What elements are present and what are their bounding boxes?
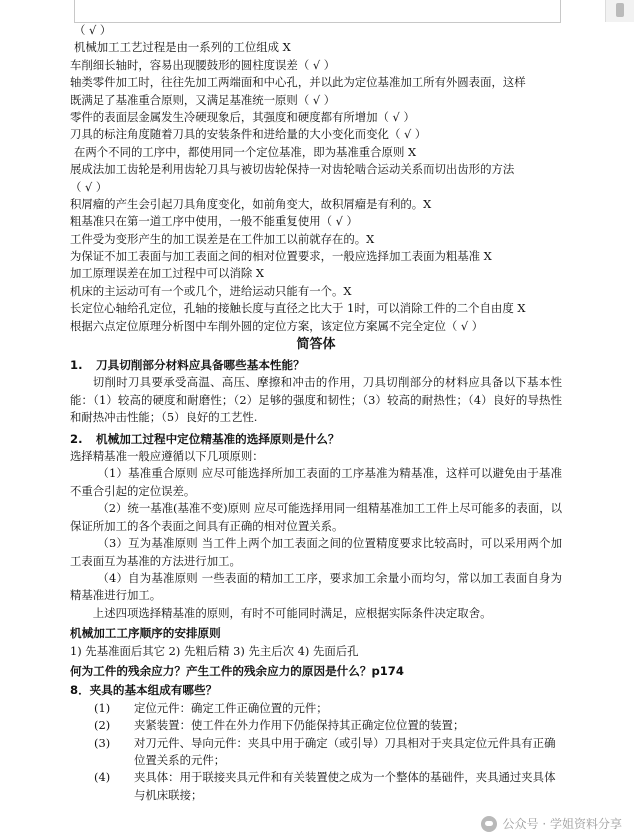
tf-line: 工件受为变形产生的加工误差是在工件加工以前就存在的。X bbox=[70, 231, 375, 246]
question-number: 1. bbox=[70, 358, 83, 373]
document-body bbox=[70, 22, 562, 804]
answer-intro: 选择精基准一般应遵循以下几项原则： bbox=[70, 449, 264, 464]
list-item bbox=[70, 735, 562, 770]
section-title: 简答体 bbox=[296, 337, 336, 353]
list-item-text: 夹具体：用于联接夹具元件和有关装置使之成为一个整体的基础件，夹具通过夹具体与机床联接； bbox=[134, 770, 556, 802]
scrollbar-handle[interactable] bbox=[605, 0, 634, 22]
tf-line: 轴类零件加工时，往往先加工两端面和中心孔，并以此为定位基准加工所有外圆表面，这样 bbox=[70, 75, 526, 90]
tf-line: 积屑瘤的产生会引起刀具角度变化，如前角变大，故积屑瘤是有利的。X bbox=[70, 196, 432, 211]
list-item-text: 定位元件：确定工件正确位置的元件； bbox=[134, 700, 328, 715]
tf-line: 根据六点定位原理分析图中车削外圆的定位方案，该定位方案属不完全定位（ √ ） bbox=[70, 318, 484, 333]
question-heading: 何为工件的残余应力？产生工件的残余应力的原因是什么？p174 bbox=[70, 663, 404, 678]
list-item-text: 对刀元件、导向元件：夹具中用于确定（或引导）刀具相对于夹具定位元件具有正确位置关系的元件； bbox=[134, 735, 556, 767]
tf-line: 展成法加工齿轮是利用齿轮刀具与被切齿轮保持一对齿轮啮合运动关系而切出齿形的方法 bbox=[70, 162, 515, 177]
question-heading: 8．夹具的基本组成有哪些？ bbox=[70, 683, 218, 698]
answer-line: 1) 先基准面后其它 2) 先粗后精 3) 先主后次 4) 先面后孔 bbox=[70, 643, 359, 658]
tf-line: （ √ ） bbox=[74, 23, 112, 37]
question-number: 2. bbox=[70, 431, 83, 446]
list-item-number: (2) bbox=[94, 718, 111, 733]
watermark bbox=[481, 815, 622, 832]
list-item-number: (3) bbox=[94, 735, 111, 750]
tf-line: （ √ ） bbox=[70, 179, 108, 194]
page-top-edge bbox=[74, 0, 561, 23]
question-heading bbox=[70, 431, 562, 448]
list-item bbox=[70, 717, 562, 734]
list-item bbox=[70, 700, 562, 717]
principle-item: （1）基准重合原则 应尽可能选择所加工表面的工序基准为精基准，这样可以避免由于基准不重合引起的定位误差。 bbox=[70, 466, 562, 498]
list-item-number: (1) bbox=[94, 700, 111, 715]
tf-line: 粗基准只在第一道工序中使用，一般不能重复使用（ √ ） bbox=[70, 214, 358, 229]
answer-closing: 上述四项选择精基准的原则，有时不可能同时满足，应根据实际条件决定取舍。 bbox=[92, 605, 492, 620]
tf-line: 长定位心轴给孔定位，孔轴的接触长度与直径之比大于 1时，可以消除工件的二个自由度 X bbox=[70, 301, 526, 316]
question-title: 刀具切削部分材料应具备哪些基本性能？ bbox=[96, 358, 305, 373]
principle-item: （4）自为基准原则 一些表面的精加工工序，要求加工余量小而均匀，常以加工表面自身为精基准进行加工。 bbox=[70, 570, 562, 603]
tf-line: 为保证不加工表面与加工表面之间的相对位置要求，一般应选择加工表面为粗基准 X bbox=[70, 249, 492, 264]
tf-line: 既满足了基准重合原则，又满足基准统一原则（ √ ） bbox=[70, 92, 336, 107]
tf-line: 加工原理误差在加工过程中可以消除 X bbox=[70, 266, 264, 281]
tf-line: 机床的主运动可有一个或几个，进给运动只能有一个。X bbox=[70, 283, 352, 298]
wechat-icon bbox=[481, 816, 497, 832]
answer-paragraph: 切削时刀具要承受高温、高压、摩擦和冲击的作用，刀具切削部分的材料应具备以下基本性能：（1）较高的硬度和耐磨性；（2）足够的强度和韧性；（3）较高的耐热性；（4）良好的导热性和耐热冲击性能；（5）良好的工艺性. bbox=[70, 375, 562, 425]
tf-line: 机械加工工艺过程是由一系列的工位组成 X bbox=[74, 40, 291, 55]
principle-item: （2）统一基准(基准不变)原则 应尽可能选择用同一组精基准加工工件上尽可能多的表面，以保证所加工的各个表面之间具有正确的相对位置关系。 bbox=[70, 501, 562, 533]
tf-line: 刀具的标注角度随着刀具的安装条件和进给量的大小变化而变化（ √ ） bbox=[70, 127, 427, 142]
tf-line: 车削细长轴时，容易出现腰鼓形的圆柱度误差（ √ ） bbox=[70, 57, 336, 72]
question-title: 机械加工过程中定位精基准的选择原则是什么？ bbox=[96, 431, 340, 446]
list-item bbox=[70, 769, 562, 804]
list-item-text: 夹紧装置：使工件在外力作用下仍能保持其正确定位位置的装置； bbox=[134, 718, 465, 733]
principle-item: （3）互为基准原则 当工件上两个加工表面之间的位置精度要求比较高时，可以采用两个加工表面互为基准的方法进行加工。 bbox=[70, 536, 562, 568]
tf-line: 零件的表面层金属发生冷硬现象后，其强度和硬度都有所增加（ √ ） bbox=[70, 109, 415, 124]
question-heading bbox=[70, 357, 562, 374]
list-item-number: (4) bbox=[94, 770, 111, 785]
tf-line: 在两个不同的工序中，都使用同一个定位基准，即为基准重合原则 X bbox=[74, 144, 417, 159]
watermark-text: 公众号 · 学姐资料分享 bbox=[502, 817, 622, 831]
question-heading: 机械加工工序顺序的安排原则 bbox=[70, 626, 221, 641]
